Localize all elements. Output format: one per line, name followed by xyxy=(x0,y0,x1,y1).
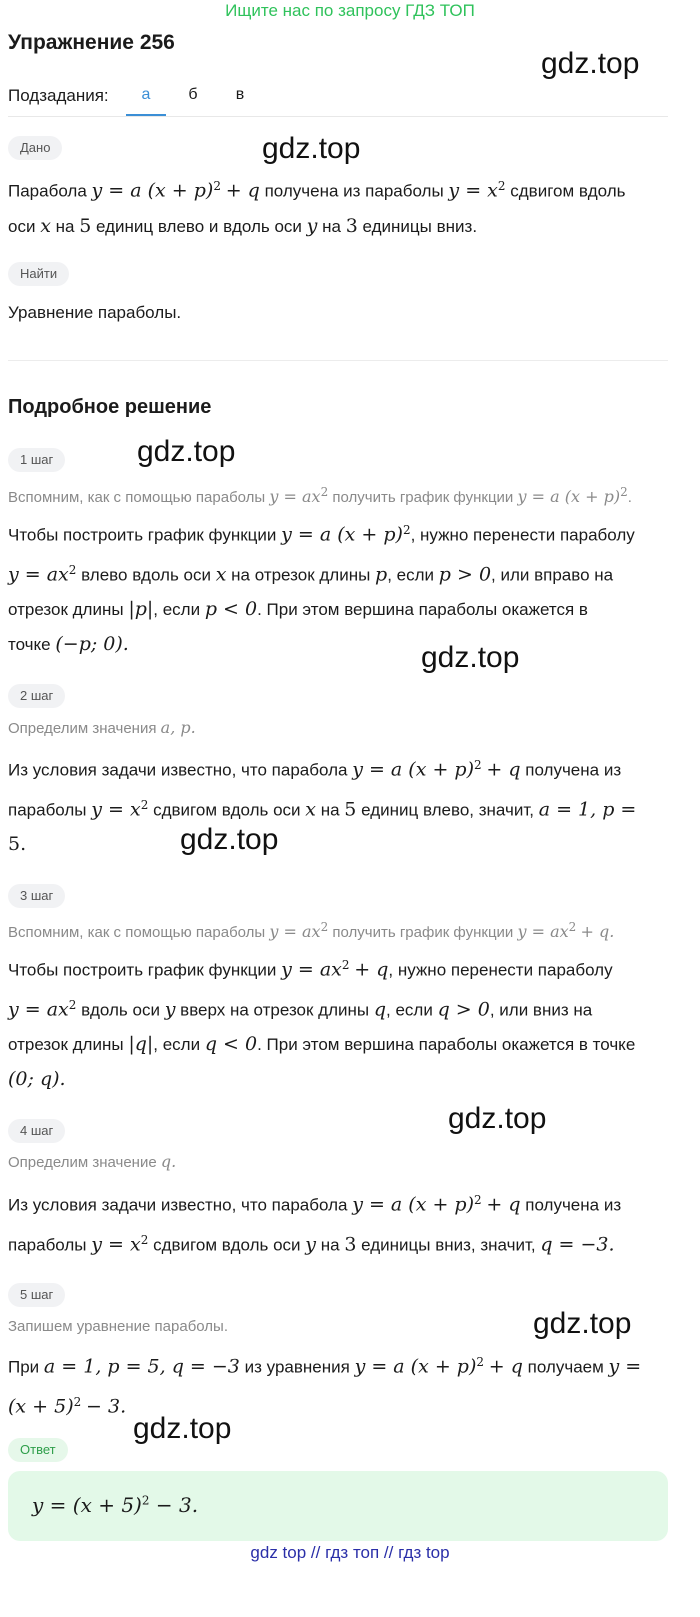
step-4-chip: 4 шаг xyxy=(8,1119,65,1143)
step-5-hint: Запишем уравнение параболы. xyxy=(8,1318,228,1335)
watermark: gdz.top xyxy=(180,823,279,856)
step-1-hint: Вспомним, как с помощью параболы $y = ax^2$ получить график функции y = a $(x + p)^2$. xyxy=(8,485,632,506)
divider xyxy=(8,360,668,361)
watermark: gdz.top xyxy=(137,435,236,468)
watermark: gdz.top xyxy=(262,132,361,165)
find-text: Уравнение параболы. xyxy=(8,303,182,322)
step-3-chip: 3 шаг xyxy=(8,884,65,908)
watermark: gdz.top xyxy=(533,1307,632,1340)
step-1-chip: 1 шаг xyxy=(8,448,65,472)
step-3-hint: Вспомним, как с помощью параболы $y = ax^2$ получить график функции $y = ax^2 + q$. xyxy=(8,920,615,941)
step-1-text: Чтобы построить график функции y = a $(x + p)^2$, нужно перенести параболу $y = ax^2$ влево вдоль оси x на отрезок длины p, если p > 0, или вправо на отрезок длины |p|, если p < 0. При этом вершина параболы окажется в точке (−p; 0). xyxy=(8,523,635,656)
subtasks-label: Подзадания: xyxy=(8,86,109,105)
step-4-text: Из условия задачи известно, что парабола y = a $(x + p)^2 + q$ получена из параболы $y = x^2$ сдвигом вдоль оси y на 3 единицы вниз, значит, q = −3. xyxy=(8,1193,622,1256)
watermark: gdz.top xyxy=(541,47,640,80)
given-chip: Дано xyxy=(8,136,62,160)
answer-chip: Ответ xyxy=(8,1438,68,1462)
tab-b[interactable]: б xyxy=(188,86,198,103)
watermark: gdz.top xyxy=(448,1102,547,1135)
step-2-chip: 2 шаг xyxy=(8,684,65,708)
tab-a[interactable]: а xyxy=(126,86,166,104)
step-5-text: При a = 1, p = 5, q = −3 из уравнения y = a $(x + p)^2 + q$ получаем y = $(x + 5)^2 - 3$. xyxy=(8,1355,642,1418)
answer-box xyxy=(8,1471,668,1541)
step-3-text: Чтобы построить график функции $y = ax^2 + q$, нужно перенести параболу $y = ax^2$ вдоль оси y вверх на отрезок длины q, если q > 0, или вниз на отрезок длины |q|, если q < 0. При этом вершина параболы окажется в точке (0; q). xyxy=(8,958,636,1091)
find-chip: Найти xyxy=(8,262,69,286)
solution-title: Подробное решение xyxy=(8,396,212,418)
given-text: Парабола y = a $(x + p)^2 + q$ получена из параболы $y = x^2$ сдвигом вдоль оси x на 5 единиц влево и вдоль оси y на 3 единицы вниз. xyxy=(8,179,626,237)
tab-v[interactable]: в xyxy=(235,86,245,103)
step-4-hint: Определим значение q. xyxy=(8,1152,177,1171)
footer-links[interactable]: gdz top // гдз топ // гдз top xyxy=(250,1543,450,1562)
promo-banner[interactable]: Ищите нас по запросу ГДЗ ТОП xyxy=(225,1,475,20)
watermark: gdz.top xyxy=(421,641,520,674)
answer-formula: $y = (x + 5)^2 - 3$. xyxy=(32,1493,199,1517)
page-title: Упражнение 256 xyxy=(8,31,175,54)
step-5-chip: 5 шаг xyxy=(8,1283,65,1307)
step-2-text: Из условия задачи известно, что парабола y = a $(x + p)^2 + q$ получена из параболы $y = x^2$ сдвигом вдоль оси x на 5 единиц влево, значит, a = 1, p = 5. xyxy=(8,758,637,856)
step-2-hint: Определим значения a, p. xyxy=(8,718,196,737)
subtasks-bar xyxy=(8,80,668,117)
watermark: gdz.top xyxy=(133,1412,232,1445)
